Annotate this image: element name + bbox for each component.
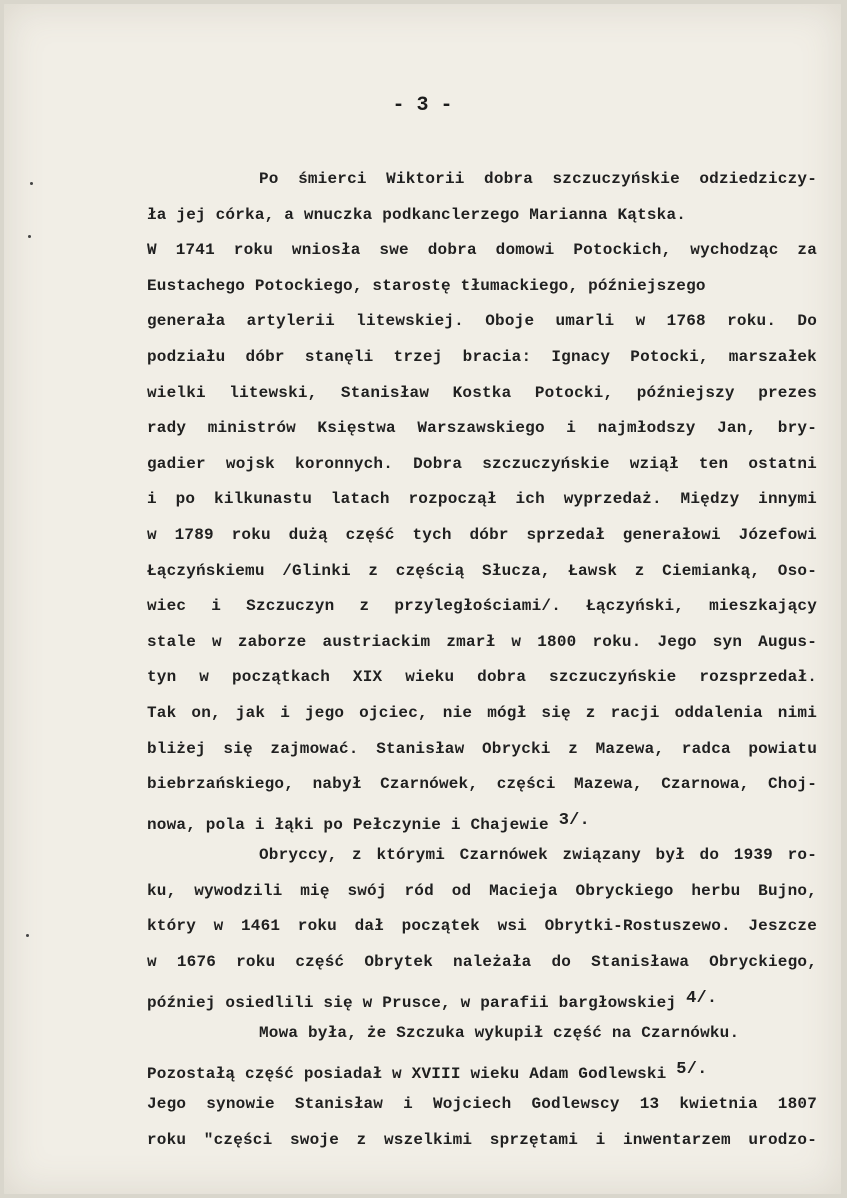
line-text: nowa, pola i łąki po Pełczynie i Chajewie bbox=[147, 815, 549, 834]
line-text: później osiedlili się w Prusce, w parafii bargłowskiej bbox=[147, 993, 677, 1012]
line-text: W 1741 roku wniosła swe dobra domowi Potockich, wychodząc za bbox=[147, 241, 817, 260]
text-line bbox=[147, 874, 817, 910]
line-text: generała artylerii litewskiej. Oboje umarli w 1768 roku. Do bbox=[147, 312, 817, 331]
text-line bbox=[147, 696, 817, 732]
line-text: który w 1461 roku dał początek wsi Obrytki-Rostuszewo. Jeszcze bbox=[147, 917, 817, 936]
line-text: tyn w początkach XIX wieku dobra szczuczyńskie rozsprzedał. bbox=[147, 668, 817, 687]
line-text: Obryccy, z którymi Czarnówek związany był do 1939 ro- bbox=[259, 846, 817, 865]
line-text: ku, wywodzili mię swój ród od Macieja Obryckiego herbu Bujno, bbox=[147, 881, 817, 900]
footnote-ref: 4/. bbox=[686, 988, 718, 1008]
document-page bbox=[4, 4, 841, 1194]
text-line bbox=[147, 803, 817, 839]
text-line bbox=[147, 1123, 817, 1159]
text-line bbox=[147, 838, 817, 874]
text-line bbox=[147, 660, 817, 696]
text-line bbox=[147, 304, 817, 340]
line-text: wiec i Szczuczyn z przyległościami/. Łączyński, mieszkający bbox=[147, 597, 817, 616]
line-text: roku "części swoje z wszelkimi sprzętami i inwentarzem urodzo- bbox=[147, 1131, 817, 1150]
text-line bbox=[147, 981, 817, 1017]
text-line bbox=[147, 909, 817, 945]
line-text: w 1789 roku dużą część tych dóbr sprzedał generałowi Józefowi bbox=[147, 525, 817, 544]
text-line bbox=[147, 767, 817, 803]
line-text: Tak on, jak i jego ojciec, nie mógł się z racji oddalenia nimi bbox=[147, 703, 817, 722]
body-text bbox=[147, 162, 817, 1159]
line-text: rady ministrów Księstwa Warszawskiego i najmłodszy Jan, bry- bbox=[147, 419, 817, 438]
line-text: w 1676 roku część Obrytek należała do Stanisława Obryckiego, bbox=[147, 953, 817, 972]
line-text: wielki litewski, Stanisław Kostka Potocki, późniejszy prezes bbox=[147, 383, 817, 402]
text-line bbox=[147, 945, 817, 981]
line-text: stale w zaborze austriackim zmarł w 1800 roku. Jego syn Augus- bbox=[147, 632, 817, 651]
footnote-ref: 3/. bbox=[558, 810, 590, 830]
text-line bbox=[147, 482, 817, 518]
line-text: biebrzańskiego, nabył Czarnówek, części Mazewa, Czarnowa, Choj- bbox=[147, 775, 817, 794]
line-text: Łączyńskiemu /Glinki z częścią Słucza, Ławsk z Ciemianką, Oso- bbox=[147, 561, 817, 580]
line-text: gadier wojsk koronnych. Dobra szczuczyńskie wziął ten ostatni bbox=[147, 454, 817, 473]
text-line bbox=[147, 625, 817, 661]
text-line bbox=[147, 376, 817, 412]
line-text: Pozostałą część posiadał w XVIII wieku Adam Godlewski bbox=[147, 1064, 667, 1083]
margin-dot bbox=[30, 182, 33, 185]
line-text: bliżej się zajmować. Stanisław Obrycki z Mazewa, radca powiatu bbox=[147, 739, 817, 758]
footnote-ref: 5/. bbox=[676, 1059, 708, 1079]
text-line bbox=[147, 198, 817, 234]
margin-dot bbox=[28, 235, 31, 238]
line-text: Po śmierci Wiktorii dobra szczuczyńskie odziedziczy- bbox=[259, 170, 817, 188]
text-line bbox=[147, 732, 817, 768]
line-text: podziału dóbr stanęli trzej bracia: Ignacy Potocki, marszałek bbox=[147, 347, 817, 366]
text-line bbox=[147, 340, 817, 376]
text-line bbox=[147, 447, 817, 483]
text-line bbox=[147, 554, 817, 590]
text-line bbox=[147, 233, 817, 269]
text-line bbox=[147, 1016, 817, 1052]
line-text: Mowa była, że Szczuka wykupił część na Czarnówku. bbox=[259, 1024, 740, 1043]
line-text: i po kilkunastu latach rozpoczął ich wyprzedaż. Między innymi bbox=[147, 490, 817, 509]
page-number: - 3 - bbox=[392, 94, 453, 117]
text-line bbox=[147, 1052, 817, 1088]
text-line bbox=[147, 1087, 817, 1123]
line-text: Eustachego Potockiego, starostę tłumackiego, późniejszego bbox=[147, 276, 706, 295]
text-line bbox=[147, 162, 817, 198]
line-text: Jego synowie Stanisław i Wojciech Godlewscy 13 kwietnia 1807 bbox=[147, 1095, 817, 1114]
margin-dot bbox=[26, 934, 29, 937]
text-line bbox=[147, 411, 817, 447]
text-line bbox=[147, 589, 817, 625]
text-line bbox=[147, 518, 817, 554]
line-text: ła jej córka, a wnuczka podkanclerzego Marianna Kątska. bbox=[147, 205, 687, 224]
text-line bbox=[147, 269, 817, 305]
